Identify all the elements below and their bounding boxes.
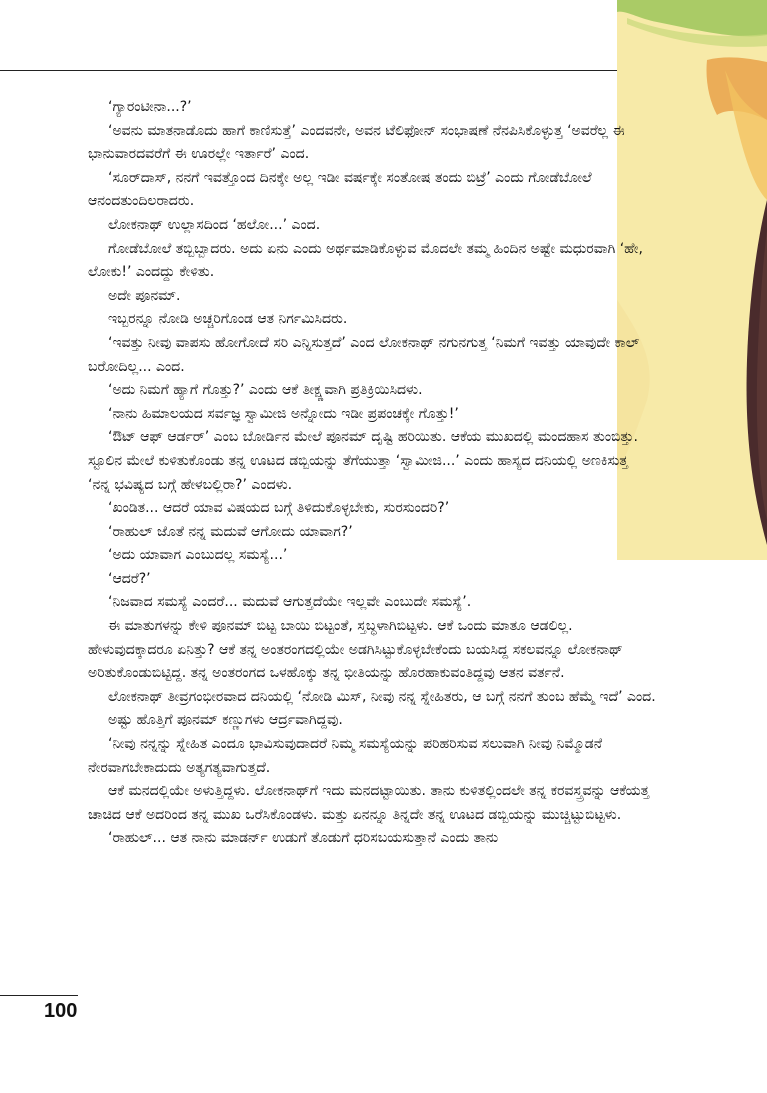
- paragraph: ‘ನಾನು ಹಿಮಾಲಯದ ಸರ್ವಜ್ಞ ಸ್ವಾಮೀಜಿ ಅನ್ನೋದು ಇಡೀ ಪ್ರಪಂಚಕ್ಕೇ ಗೊತ್ತು!’: [108, 405, 459, 422]
- paragraph: ‘ನಿಜವಾದ ಸಮಸ್ಯೆ ಎಂದರೆ... ಮದುವೆ ಆಗುತ್ತದೆಯೇ ಇಲ್ಲವೇ ಎಂಬುದೇ ಸಮಸ್ಯೆ’.: [108, 594, 472, 611]
- paragraph: ಅದೇ ಪೂನಮ್.: [108, 287, 181, 304]
- paragraph: ‘ಅವನು ಮಾತನಾಡೊದು ಹಾಗೆ ಕಾಣಿಸುತ್ತೆ’ ಎಂದವನೇ, ಅವನ ಟೆಲಿಫೋನ್ ಸಂಭಾಷಣೆ ನೆನಪಿಸಿಕೊಳ್ಳುತ್ತ ‘ಅವರೆಲ್ಲ ಈ ಭಾನುವಾರದವರೆಗೆ ಈ ಊರಲ್ಲೇ ಇರ್ತಾರೆ’ ಎಂದ.: [88, 122, 625, 163]
- paragraph: ಈ ಮಾತುಗಳನ್ನು ಕೇಳಿ ಪೂನಮ್ ಬಿಟ್ಟ ಬಾಯಿ ಬಿಟ್ಟಂತೆ, ಸ್ತಬ್ಧಳಾಗಿಬಿಟ್ಟಳು. ಆಕೆ ಒಂದು ಮಾತೂ ಆಡಲಿಲ್ಲ. ಹೇಳುವುದಕ್ಕಾದರೂ ಏನಿತ್ತು? ಆಕೆ ತನ್ನ ಅಂತರಂಗದಲ್ಲಿಯೇ ಅಡಗಿಸಿಟ್ಟುಕೊಳ್ಳಬೇಕೆಂದು ಬಯಸಿದ್ದ ಸಕಲವನ್ನೂ ಲೋಕನಾಥ್ ಅರಿತುಕೊಂಡುಬಿಟ್ಟಿದ್ದ. ತನ್ನ ಅಂತರಂಗದ ಒಳಹೊಕ್ಕು ತನ್ನ ಭೀತಿಯನ್ನು ಹೊರಹಾಕುವಂತಿದ್ದವು ಆತನ ವರ್ತನೆ.: [88, 618, 623, 682]
- paragraph: ಆಕೆ ಮನದಲ್ಲಿಯೇ ಅಳುತ್ತಿದ್ದಳು. ಲೋಕನಾಥ್‌ಗೆ ಇದು ಮನದಟ್ಟಾಯಿತು. ತಾನು ಕುಳಿತಲ್ಲಿಂದಲೇ ತನ್ನ ಕರವಸ್ತ್ರವನ್ನು ಆಕೆಯತ್ತ ಚಾಚಿದ ಆಕೆ ಅದರಿಂದ ತನ್ನ ಮುಖ ಒರೆಸಿಕೊಂಡಳು. ಮತ್ತು ಏನನ್ನೂ ತಿನ್ನದೇ ತನ್ನ ಊಟದ ಡಬ್ಬಿಯನ್ನು ಮುಚ್ಚಿಟ್ಟುಬಿಟ್ಟಳು.: [88, 783, 650, 823]
- paragraph: ‘ಔಟ್ ಆಫ್ ಆರ್ಡರ್’ ಎಂಬ ಬೋರ್ಡಿನ ಮೇಲೆ ಪೂನಮ್ ದೃಷ್ಟಿ ಹರಿಯಿತು. ಆಕೆಯ ಮುಖದಲ್ಲಿ ಮಂದಹಾಸ ತುಂಬಿತ್ತು. ಸ್ಟೂಲಿನ ಮೇಲೆ ಕುಳಿತುಕೊಂಡು ತನ್ನ ಊಟದ ಡಬ್ಬಿಯನ್ನು ತೆಗೆಯುತ್ತಾ ‘ಸ್ವಾಮೀಜಿ...’ ಎಂದು ಹಾಸ್ಯದ ದನಿಯಲ್ಲಿ ಅಣಕಿಸುತ್ತ ‘ನನ್ನ ಭವಿಷ್ಯದ ಬಗ್ಗೆ ಹೇಳಬಲ್ಲಿರಾ?’ ಎಂದಳು.: [88, 429, 638, 493]
- footer-rule: [0, 995, 78, 996]
- paragraph: ‘ರಾಹುಲ್... ಆತ ನಾನು ಮಾಡರ್ನ್ ಉಡುಗೆ ತೊಡುಗೆ ಧರಿಸಬಯಸುತ್ತಾನೆ ಎಂದು ತಾನು: [108, 830, 499, 847]
- paragraph: ‘ಗ್ಯಾರಂಟೀನಾ...?’: [108, 99, 192, 115]
- page-number: 100: [44, 1000, 78, 1022]
- paragraph: ‘ಸೂರ್‌ದಾಸ್, ನನಗೆ ಇವತ್ತೊಂದ ದಿನಕ್ಕೇ ಅಲ್ಲ ಇಡೀ ವರ್ಷಕ್ಕೇ ಸಂತೋಷ ತಂದು ಬಿಟ್ರೆ’ ಎಂದು ಗೋಡೆಬೋಲೆ ಆನಂದತುಂದಿಲರಾದರು.: [88, 169, 592, 210]
- header-rule: [0, 70, 618, 71]
- paragraph: ‘ನೀವು ನನ್ನನ್ನು ಸ್ನೇಹಿತ ಎಂದೂ ಭಾವಿಸುವುದಾದರೆ ನಿಮ್ಮ ಸಮಸ್ಯೆಯನ್ನು ಪರಿಹರಿಸುವ ಸಲುವಾಗಿ ನೀವು ನಿಮ್ಮೊಡನೆ ನೇರವಾಗಬೇಕಾದುದು ಅತ್ಯಗತ್ಯವಾಗುತ್ತದೆ.: [88, 736, 603, 776]
- paragraph: ಲೋಕನಾಥ್ ತೀವ್ರಗಂಭೀರವಾದ ದನಿಯಲ್ಲಿ ‘ನೋಡಿ ಮಿಸ್, ನೀವು ನನ್ನ ಸ್ನೇಹಿತರು, ಆ ಬಗ್ಗೆ ನನಗೆ ತುಂಬ ಹೆಮ್ಮೆ ಇದೆ’ ಎಂದ.: [108, 688, 656, 705]
- paragraph: ‘ಅದು ನಿಮಗೆ ಹ್ಯಾಗೆ ಗೊತ್ತು?’ ಎಂದು ಆಕೆ ತೀಕ್ಷ್ಣವಾಗಿ ಪ್ರತಿಕ್ರಿಯಿಸಿದಳು.: [108, 382, 423, 399]
- paragraph: ‘ಇವತ್ತು ನೀವು ವಾಪಸು ಹೋಗೋದೆ ಸರಿ ಎನ್ನಿಸುತ್ತದೆ’ ಎಂದ ಲೋಕನಾಥ್ ನಗುನಗುತ್ತ ‘ನಿಮಗೆ ಇವತ್ತು ಯಾವುದೇ ಕಾಲ್ ಬರೋದಿಲ್ಲ... ಎಂದ.: [88, 334, 640, 375]
- paragraph: ಇಬ್ಬರನ್ನೂ ನೋಡಿ ಅಚ್ಚರಿಗೊಂಡ ಆತ ನಿರ್ಗಮಿಸಿದರು.: [108, 311, 348, 328]
- paragraph: ಗೋಡೆಬೋಲೆ ತಬ್ಬಿಬ್ಬಾದರು. ಅದು ಏನು ಎಂದು ಅರ್ಥಮಾಡಿಕೊಳ್ಳುವ ಮೊದಲೇ ತಮ್ಮ ಹಿಂದಿನ ಅಷ್ಟೇ ಮಧುರವಾಗಿ ‘ಹೇ, ಲೋಕು!’ ಎಂದದ್ದು ಕೇಳಿತು.: [88, 240, 643, 281]
- paragraph: ‘ಅದು ಯಾವಾಗ ಎಂಬುದಲ್ಲ ಸಮಸ್ಯೆ...’: [108, 547, 288, 564]
- paragraph: ‘ಖಂಡಿತ... ಆದರೆ ಯಾವ ವಿಷಯದ ಬಗ್ಗೆ ತಿಳಿದುಕೊಳ್ಳಬೇಕು, ಸುರಸುಂದರಿ?’: [108, 500, 450, 517]
- paragraph: ‘ರಾಹುಲ್ ಜೊತೆ ನನ್ನ ಮದುವೆ ಆಗೋದು ಯಾವಾಗ?’: [108, 523, 353, 540]
- paragraph: ಅಷ್ಟು ಹೊತ್ತಿಗೆ ಪೂನಮ್ ಕಣ್ಣುಗಳು ಆರ್ದ್ರವಾಗಿದ್ದವು.: [108, 712, 343, 729]
- body-text: [88, 96, 656, 851]
- paragraph: ‘ಆದರೆ?’: [108, 570, 151, 587]
- paragraph: ಲೋಕನಾಥ್ ಉಲ್ಲಾಸದಿಂದ ‘ಹಲೋ...’ ಎಂದ.: [108, 216, 321, 233]
